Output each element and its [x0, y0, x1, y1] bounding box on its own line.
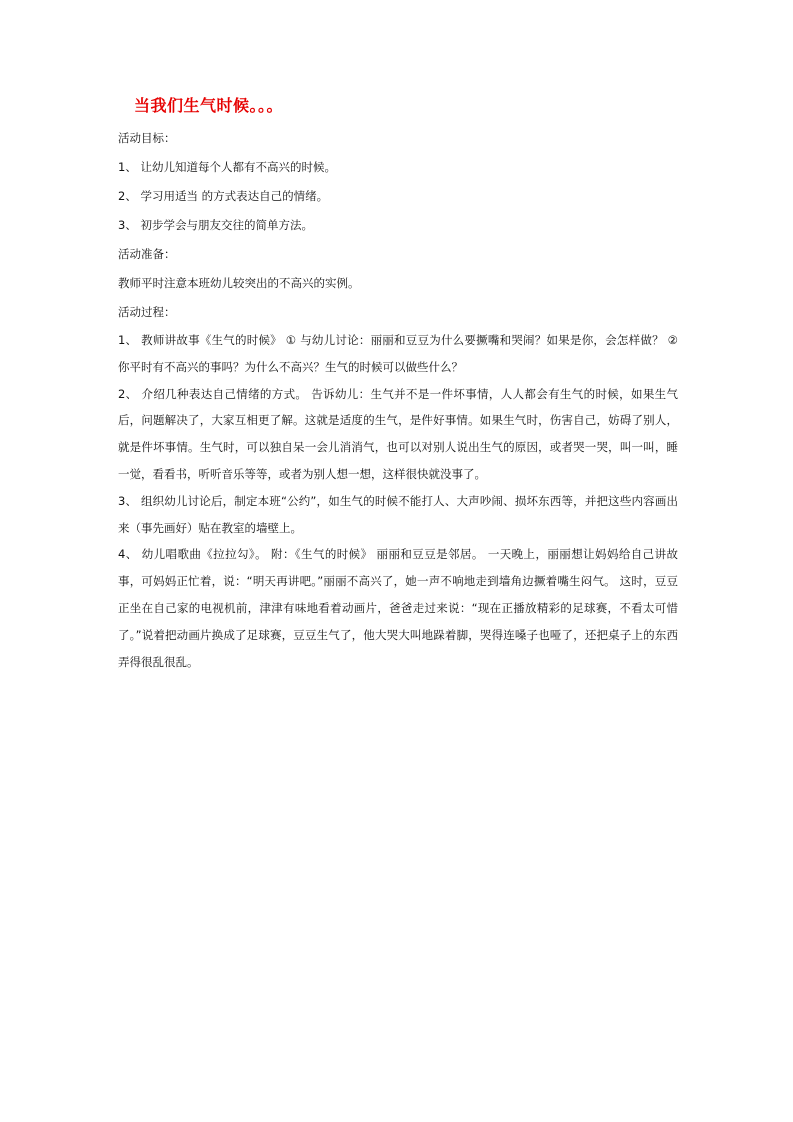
prep-heading: 活动准备： — [118, 247, 176, 261]
goal-item: 1、 让幼儿知道每个人都有不高兴的时候。 — [118, 160, 336, 174]
process-step: 1、 教师讲故事《生气的时候》 ① 与幼儿讨论：丽丽和豆豆为什么要撅嘴和哭闹？如果是你，会怎样做？ ② 你平时有不高兴的事吗？为什么不高兴？生气的时候可以做些什么？ — [118, 333, 678, 374]
process-step: 4、 幼儿唱歌曲《拉拉勾》。 附：《生气的时候》 丽丽和豆豆是邻居。 一天晚上，丽丽想让妈妈给自己讲故事，可妈妈正忙着，说：“明天再讲吧。”丽丽不高兴了，她一声不响地走到墙角边撅着嘴生闷气。 这时，豆豆正坐在自己家的电视机前，津津有味地看着动画片，爸爸走过来说：“现在正播放精彩的足球赛，不看太可惜了。”说着把动画片换成了足球赛，豆豆生气了，他大哭大叫地跺着脚，哭得连嗓子也哑了，还把桌子上的东西弄得很乱很乱。 — [118, 547, 678, 669]
goal-item: 3、 初步学会与朋友交往的简单方法。 — [118, 218, 313, 232]
process-step: 3、 组织幼儿讨论后，制定本班“公约”，如生气的时候不能打人、大声吵闹、损坏东西等，并把这些内容画出来（事先画好）贴在教室的墙壁上。 — [118, 493, 678, 535]
document-title: 当我们生气时候。。。 — [134, 96, 284, 115]
goal-item: 2、 学习用适当 的方式表达自己的情绪。 — [118, 189, 329, 203]
process-heading: 活动过程： — [118, 305, 176, 319]
document-body — [118, 94, 678, 675]
goals-heading: 活动目标： — [118, 131, 176, 145]
prep-text: 教师平时注意本班幼儿较突出的不高兴的实例。 — [118, 276, 360, 290]
process-step: 2、 介绍几种表达自己情绪的方式。 告诉幼儿：生气并不是一件坏事情，人人都会有生气的时候，如果生气后，问题解决了，大家互相更了解。这就是适度的生气，是件好事情。如果生气时，伤害自己，妨碍了别人，就是件坏事情。生气时，可以独自呆一会儿消消气，也可以对别人说出生气的原因，或者哭一哭，叫一叫，睡一觉，看看书，听听音乐等等，或者为别人想一想，这样很快就没事了。 — [118, 386, 678, 481]
